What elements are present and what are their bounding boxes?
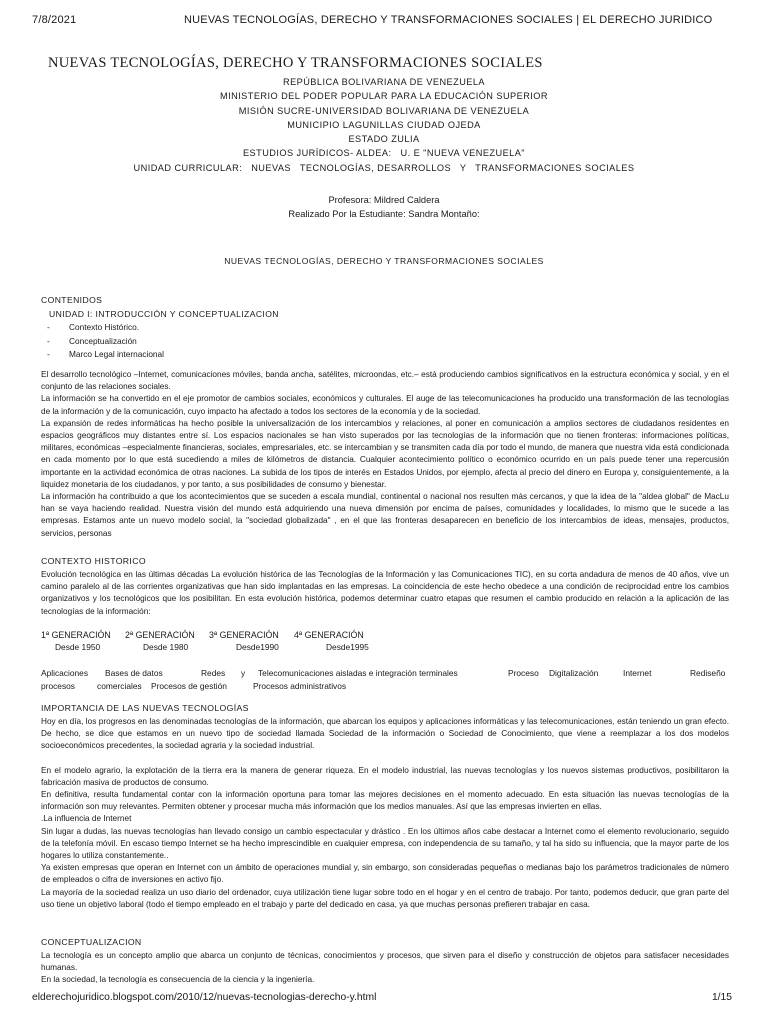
generation-since: Desde 1980 <box>143 642 189 652</box>
detail-cell: Procesos administrativos <box>253 681 347 691</box>
section-title: NUEVAS TECNOLOGÍAS, DERECHO Y TRANSFORMACIONES SOCIALES <box>224 256 544 266</box>
institution-block <box>0 75 768 175</box>
paragraph: En definitiva, resulta fundamental contar con la información oportuna para tomar las mejores decisiones en el momento adecuado. En esta situación las nuevas tecnologías de la información son muy relevantes. Permiten obtener y procesar mucha más información que los medios manuales. Así que las empresas invierten en ellas. <box>41 790 729 812</box>
paragraph: Ya existen empresas que operan en Internet con un ámbito de operaciones mundial y, sin embargo, son consideradas pequeñas o medianas bajo los parámetros tradicionales de número de empleados o cifra de inversiones en activo fijo. <box>41 863 729 885</box>
section-heading: CONTEXTO HISTORICO <box>41 556 146 566</box>
generation-label: 4ª GENERACIÓN <box>294 630 364 640</box>
list-bullet: - <box>47 349 50 359</box>
detail-cell: procesos <box>41 681 75 691</box>
paragraph: Sin lugar a dudas, las nuevas tecnologías han llevado consigo un cambio espectacular y drástico . En los últimos años cabe destacar a Internet como el elemento revolucionario, seguido de la telefonía móvil. En escaso tiempo Internet se ha hecho imprescindible en cualquier empresa, con independencia de su tamaño, y tal ha sido su influencia, que la mayor parte de los hogares lo utiliza constantemente.. <box>41 826 729 861</box>
page-number: 1/15 <box>711 992 732 1003</box>
generation-label: 2ª GENERACIÓN <box>125 630 195 640</box>
generations-details <box>41 667 729 693</box>
contents-unit: UNIDAD I: INTRODUCCIÓN Y CONCEPTUALIZACION <box>49 308 279 319</box>
detail-cell: Digitalización <box>549 668 599 678</box>
list-bullet: - <box>47 322 50 332</box>
list-item-label: Contexto Histórico. <box>69 322 140 332</box>
list-bullet: - <box>47 335 50 346</box>
institution-line: MISIÓN SUCRE-UNIVERSIDAD BOLIVARIANA DE VENEZUELA <box>238 105 530 116</box>
list-item <box>41 321 279 335</box>
institution-line: ESTUDIOS JURÍDICOS- ALDEA: U. E "NUEVA VENEZUELA" <box>242 148 525 159</box>
contents-heading: CONTENIDOS <box>41 295 103 305</box>
section-heading: IMPORTANCIA DE LAS NUEVAS TECNOLOGÍAS <box>41 703 249 713</box>
detail-cell: Redes <box>201 668 226 678</box>
paragraph: La información ha contribuido a que los acontecimientos que se suceden a escala mundial, continental o nacional nos resulten más cercanos, y que la idea de la "aldea global" de MacLu han se vaya haciendo realidad. Nuestra visión del mundo está adquiriendo una nueva dimensión por encima de países, comunidades y localidades, lo mismo que le sucede a las empresas. Estamos ante un nuevo modelo social, la "sociedad globalizada" , en el que las fronteras desaparecen en beneficio de los intercambios de ideas, mensajes, productos, servicios, personas <box>41 492 729 538</box>
contexto-text <box>41 569 729 618</box>
list-item <box>41 348 279 362</box>
paragraph: La mayoría de la sociedad realiza un uso diario del ordenador, cuya utilización tiene lugar sobre todo en el hogar y en el centro de trabajo. Por tanto, podemos deducir, que gran parte del uso tiene un objetivo laboral (todo el tiempo empleado en el trabajo y parte del dedicado en casa, ya que muchas personas prefieren trabajar en casa. <box>41 887 729 909</box>
generation-since: Desde1990 <box>236 642 279 652</box>
detail-cell: Aplicaciones <box>41 668 89 678</box>
generation-since: Desde 1950 <box>55 642 101 652</box>
generation-label: 1ª GENERACIÓN <box>41 630 111 640</box>
page-url: elderechojuridico.blogspot.com/2010/12/nuevas-tecnologias-derecho-y.html <box>32 992 377 1003</box>
detail-cell: Bases de datos <box>105 668 163 678</box>
paragraph: La tecnología es un concepto amplio que abarca un conjunto de técnicas, conocimientos y procesos, que sirven para el diseño y construcción de objetos para satisfacer necesidades humanas. <box>41 951 729 973</box>
institution-line: UNIDAD CURRICULAR: NUEVAS TECNOLOGÍAS, DESARROLLOS Y TRANSFORMACIONES SOCIALES <box>133 162 635 173</box>
professor-name: Profesora: Mildred Caldera <box>328 195 440 205</box>
table-of-contents <box>41 294 279 362</box>
detail-cell: Proceso <box>508 668 539 678</box>
institution-line: REPÚBLICA BOLIVARIANA DE VENEZUELA <box>282 77 485 87</box>
conceptualizacion-text <box>41 950 729 987</box>
paragraph: Evolución tecnológica en las últimas décadas La evolución histórica de las Tecnologías de la Información y las Comunicaciones TIC), en su corta andadura de menos de 40 años, vive un camino paralelo al de las corrientes organizativas que han sido implantadas en las empresas. La coincidencia de este hecho obedece a una condición de reciprocidad entre los cambios organizativos y los tecnológicos que los posibilitan. En esta evolución histórica, podemos determinar cuatro etapas que resumen el cambio producido en relación a la aplicación de las tecnologías de la información: <box>41 570 729 616</box>
paragraph: El desarrollo tecnológico –Internet, comunicaciones móviles, banda ancha, satélites, microondas, etc.– está produciendo cambios significativos en la estructura económica y social, y en el conjunto de las relaciones sociales. <box>41 370 729 392</box>
detail-cell: Telecomunicaciones aisladas e integración terminales <box>258 668 458 678</box>
generation-since: Desde1995 <box>326 642 369 652</box>
section-heading: CONCEPTUALIZACION <box>41 937 142 947</box>
importancia-text <box>41 716 729 911</box>
institution-line: MINISTERIO DEL PODER POPULAR PARA LA EDUCACIÓN SUPERIOR <box>219 91 548 102</box>
intro-text <box>41 369 729 540</box>
student-name: Realizado Por la Estudiante: Sandra Montaño: <box>288 209 480 219</box>
paragraph: La expansión de redes informáticas ha hecho posible la universalización de los intercambios y relaciones, al poner en comunicación a amplios sectores de ciudadanos residentes en espacios geográficos muy distantes entre sí. Los espacios nacionales se han visto superados por las tecnologías de la información que no tienen fronteras: informaciones políticas, militares, económicas –especialmente financieras, sociales, empresariales, etc. se intercambian y se transmiten cada día por todo el mundo, de manera que nuestra vida está condicionada en cada momento por lo que está sucediendo a miles de kilómetros de distancia. Cualquier acontecimiento político o económico ocurrido en un país puede tener una repercusión importante en la actividad económica de otras naciones. La subida de los tipos de interés en Estados Unidos, por ejemplo, afecta al precio del dinero en Europa y, consiguientemente, a la liquidez monetaria de los ciudadanos, y por tanto, a sus posibilidades de consumo y bienestar. <box>41 418 729 489</box>
print-date: 7/8/2021 <box>32 14 77 26</box>
list-item-label: Marco Legal internacional <box>69 349 165 359</box>
paragraph: La información se ha convertido en el eje promotor de cambios sociales, económicos y culturales. El auge de las telecomunicaciones ha producido una transformación de las tecnologías de la información y de la comunicación, cuyo impacto ha afectado a todos los sectores de la economía y de la sociedad. <box>41 394 729 416</box>
detail-cell: Internet <box>623 668 652 678</box>
paragraph: Hoy en día, los progresos en las denominadas tecnologías de la información, que abarcan los equipos y aplicaciones informáticas y las telecomunicaciones, están teniendo un gran efecto. De hecho, se dice que estamos en un nuevo tipo de sociedad llamada Sociedad de la información o Sociedad de Conocimiento, que viene a reemplazar a los dos modelos socioeconómicos precedentes, la sociedad agraria y la sociedad industrial. <box>41 717 729 751</box>
detail-cell: Procesos de gestión <box>151 681 227 691</box>
paragraph: En la sociedad, la tecnología es consecuencia de la ciencia y la ingeniería. <box>41 975 315 985</box>
detail-cell: comerciales <box>97 681 142 691</box>
print-header <box>32 14 732 30</box>
author-block <box>0 193 768 221</box>
document-title: NUEVAS TECNOLOGÍAS, DERECHO Y TRANSFORMACIONES SOCIALES <box>48 55 543 71</box>
print-page-title: NUEVAS TECNOLOGÍAS, DERECHO Y TRANSFORMACIONES SOCIALES | EL DERECHO JURIDICO <box>184 14 713 26</box>
paragraph: En el modelo agrario, la explotación de la tierra era la manera de generar riqueza. En el modelo industrial, las nuevas tecnologías y los nuevos sistemas productivos, posibilitaron la fabricación masiva de productos de consumo. <box>41 765 729 787</box>
detail-cell: y <box>241 668 246 678</box>
paragraph: .La influencia de Internet <box>41 814 132 824</box>
detail-cell: Rediseño <box>690 668 726 678</box>
list-item <box>41 335 279 349</box>
institution-line: MUNICIPIO LAGUNILLAS CIUDAD OJEDA <box>287 119 481 130</box>
generation-label: 3ª GENERACIÓN <box>209 630 279 640</box>
institution-line: ESTADO ZULIA <box>348 134 420 145</box>
list-item-label: Conceptualización <box>69 335 137 346</box>
